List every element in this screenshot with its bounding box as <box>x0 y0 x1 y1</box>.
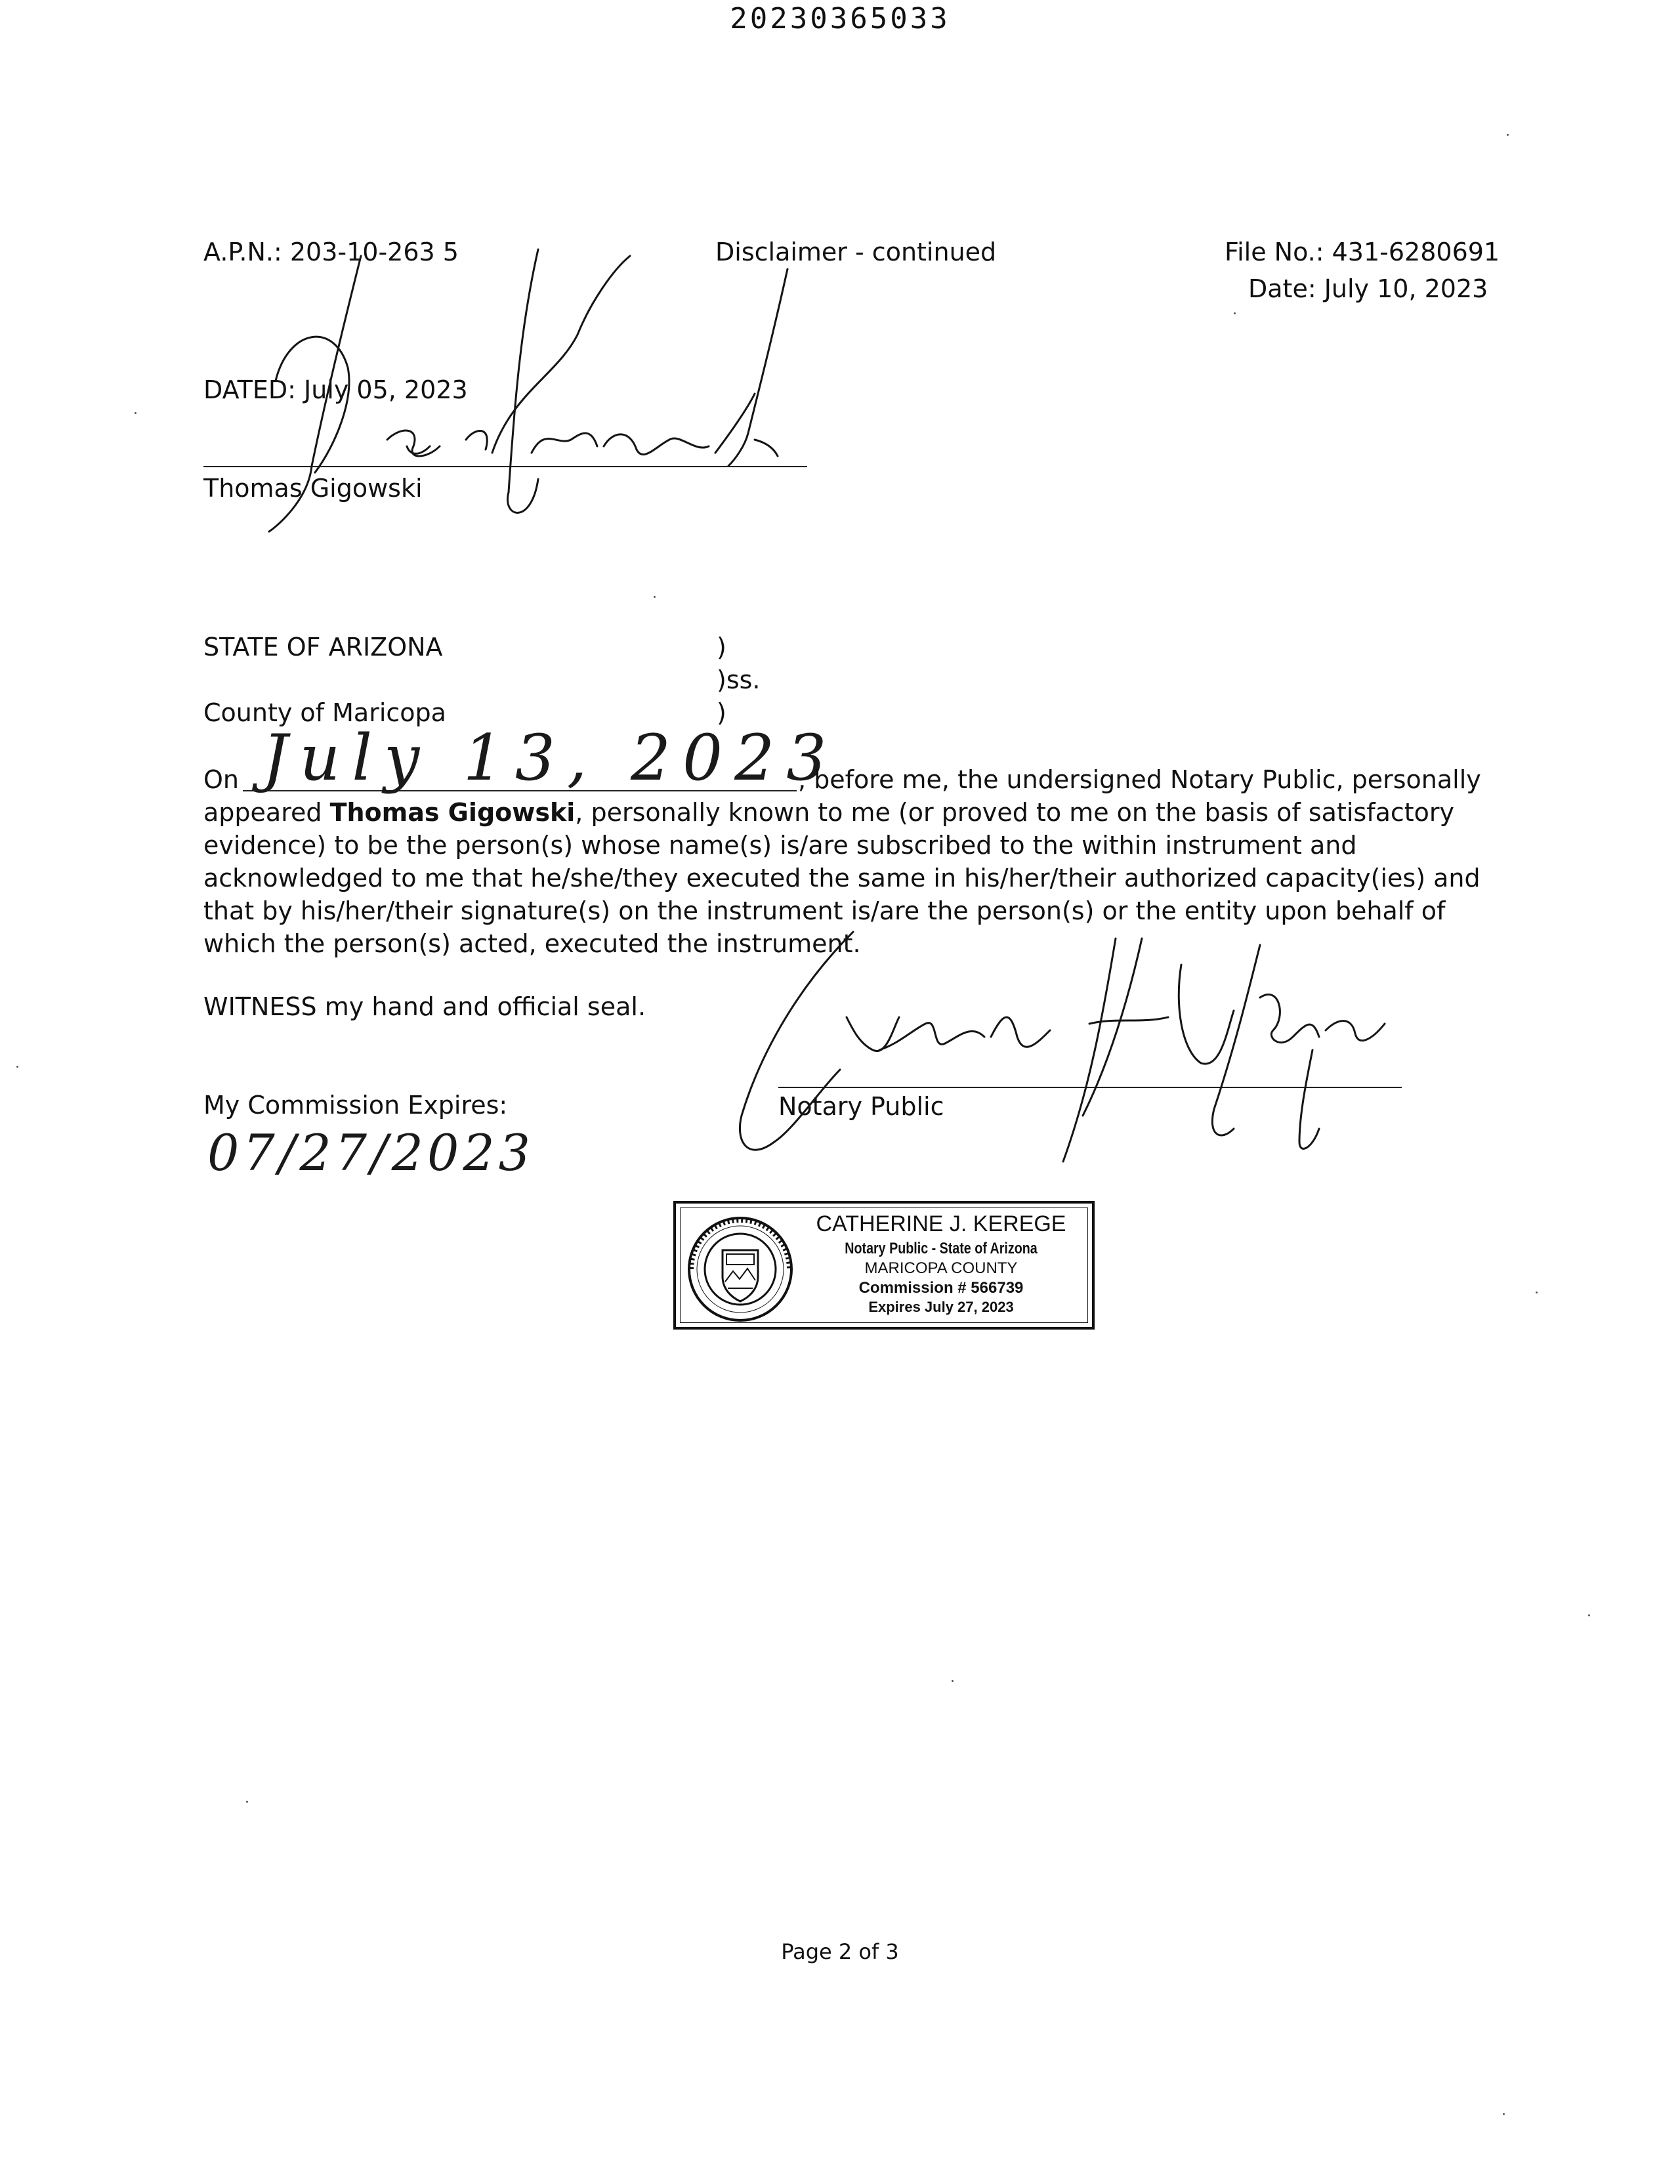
scan-speck <box>135 412 136 414</box>
scan-speck <box>1503 2113 1505 2115</box>
scan-speck <box>16 1066 18 1068</box>
ack-on: On <box>203 765 239 794</box>
ack-line-2-tail: , personally known to me (or proved to me on the basis of satisfactory <box>575 798 1455 827</box>
apn-number: A.P.N.: 203-10-263 5 <box>203 238 459 266</box>
dated-line: DATED: July 05, 2023 <box>203 375 468 404</box>
ack-appeared: appeared <box>203 798 322 827</box>
ack-appeared-name: Thomas Gigowski <box>329 798 576 827</box>
stamp-expires: Expires July 27, 2023 <box>868 1299 1014 1315</box>
notary-public-label: Notary Public <box>778 1092 944 1121</box>
scan-speck <box>1536 1292 1538 1293</box>
header-date: Date: July 10, 2023 <box>1248 274 1488 303</box>
scan-speck <box>246 1801 248 1803</box>
ack-line-3: evidence) to be the person(s) whose name(s) is/are subscribed to the within instrument and <box>203 831 1357 860</box>
scan-speck <box>952 1680 954 1682</box>
commission-handwritten-date: 07/27/2023 <box>207 1124 535 1182</box>
scan-speck <box>654 596 656 598</box>
venue-county: County of Maricopa <box>203 698 446 727</box>
scan-speck <box>1588 1614 1590 1616</box>
ack-line-2 <box>203 797 1454 828</box>
section-title: Disclaimer - continued <box>715 238 997 266</box>
scan-speck <box>1234 312 1236 314</box>
commission-label: My Commission Expires: <box>203 1091 508 1120</box>
notary-stamp <box>673 1201 1095 1330</box>
venue-state: STATE OF ARIZONA <box>203 633 443 662</box>
arizona-seal-icon <box>687 1216 793 1322</box>
stamp-county: MARICOPA COUNTY <box>864 1259 1018 1277</box>
signer-signature <box>249 230 827 545</box>
scan-speck <box>1507 134 1509 136</box>
stamp-title: Notary Public - State of Arizona <box>845 1240 1038 1257</box>
ack-line-5: that by his/her/their signature(s) on the instrument is/are the person(s) or the entity upon behalf of <box>203 896 1446 925</box>
file-number: File No.: 431-6280691 <box>1225 238 1500 266</box>
recording-number: 20230365033 <box>730 2 950 35</box>
ack-line-6: which the person(s) acted, executed the instrument. <box>203 929 861 958</box>
ack-handwritten-date: July 13, 2023 <box>262 721 839 795</box>
venue-paren-1: ) <box>717 633 726 662</box>
signer-name: Thomas Gigowski <box>203 474 423 503</box>
venue-paren-2: ) <box>717 698 726 727</box>
page-number: Page 2 of 3 <box>781 1939 899 1964</box>
stamp-commission: Commission # 566739 <box>858 1279 1024 1297</box>
ack-line-4: acknowledged to me that he/she/they executed the same in his/her/their authorized capacity(ies) and <box>203 864 1480 892</box>
notary-signature <box>722 919 1418 1181</box>
ack-line-1: , before me, the undersigned Notary Public, personally <box>798 765 1481 794</box>
venue-ss: )ss. <box>717 665 761 694</box>
witness-line: WITNESS my hand and official seal. <box>203 992 646 1021</box>
stamp-notary-name: CATHERINE J. KEREGE <box>816 1211 1066 1236</box>
